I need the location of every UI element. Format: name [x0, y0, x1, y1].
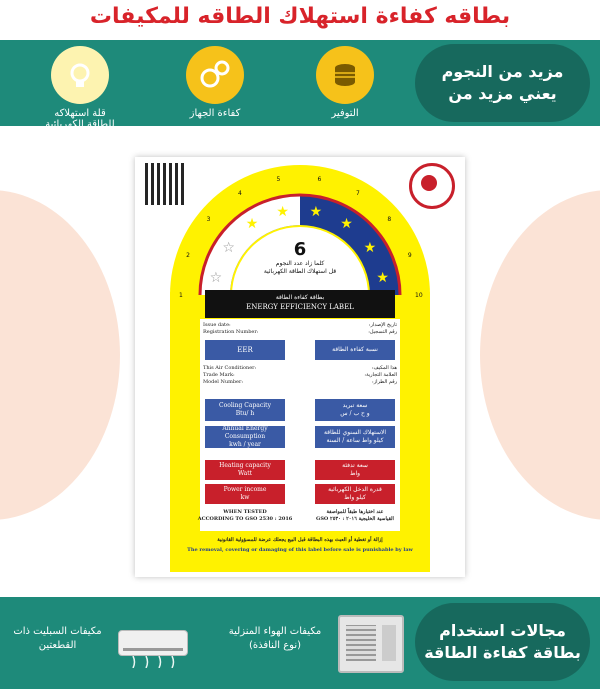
power-en-box	[205, 484, 285, 504]
cooling-ar-1: سعة تبريد	[342, 402, 368, 409]
left-decorative-arc	[0, 190, 120, 520]
split-ac-icon	[118, 630, 188, 656]
trademark-ar: العلامة التجارية:	[364, 372, 397, 378]
star-count-number: 6	[293, 239, 307, 260]
heating-ar-1: سعة تدفئة	[342, 462, 368, 469]
slogan-pill	[415, 44, 590, 122]
empty-star-icon: ☆	[222, 239, 235, 256]
feature-efficiency	[175, 46, 255, 119]
heating-ar-2: واط	[349, 470, 361, 477]
heating-en-2: Watt	[237, 470, 253, 477]
issue-date-en: Issue date:	[203, 322, 231, 328]
heating-ar-box	[315, 460, 395, 480]
annual-en-1: Annual Energy Consumption	[222, 425, 268, 440]
annual-ar-1: الاستهلاك السنوي للطاقة	[323, 429, 387, 436]
annual-en-2: kwh / year	[229, 441, 261, 448]
power-en-2: kw	[240, 494, 250, 501]
scale-number: 6	[317, 175, 322, 183]
filled-star-icon: ★	[309, 203, 323, 220]
annual-en-box	[205, 426, 285, 448]
feature-saving	[305, 46, 385, 119]
feature-low-consumption	[30, 46, 130, 130]
applications-title-line2: بطاقة كفاءة الطاقة	[424, 643, 581, 662]
cooling-ar-box	[315, 399, 395, 421]
filled-star-icon: ★	[363, 239, 377, 256]
label-header-ar: بطاقة كفاءة الطاقة	[275, 294, 325, 301]
feature-low-consumption-line2: للطاقة الكهربائية	[45, 119, 115, 130]
tested-ar-2: القياسية الخليجية ٢٠١٦ : ٢٥٣٠ GSO	[316, 516, 394, 522]
label-header-en: ENERGY EFFICIENCY LABEL	[246, 303, 354, 311]
eer-ar-box: نسبة كفاءة الطاقة	[315, 340, 395, 360]
model-ar: رقم الطراز:	[372, 379, 397, 385]
issue-date-ar: تاريخ الإصدار:	[368, 322, 397, 328]
applications-pill	[415, 603, 590, 681]
page-title: بطاقه كفاءة استهلاك الطاقه للمكيفات	[89, 4, 511, 29]
bulb-icon	[51, 46, 109, 104]
annual-ar-box	[315, 426, 395, 448]
scale-number: 7	[356, 189, 360, 197]
right-decorative-arc	[480, 190, 600, 520]
scale-number: 1	[179, 292, 183, 299]
cooling-en-box	[205, 399, 285, 421]
power-ar-box	[315, 484, 395, 504]
tested-ar-1: عند اختبارها طبقاً للمواصفة	[326, 509, 384, 515]
scale-number: 10	[415, 292, 423, 299]
heating-en-box	[205, 460, 285, 480]
scale-number: 9	[407, 251, 412, 259]
empty-star-icon: ☆	[209, 270, 223, 287]
star-subtitle-line2: قل استهلاك الطاقة الكهربائية	[263, 268, 337, 275]
applications-title-line1: مجالات استخدام	[439, 621, 566, 640]
scale-number: 3	[206, 216, 211, 224]
filled-star-icon: ★	[276, 203, 289, 220]
cooling-en-1: Cooling Capacity	[219, 402, 271, 409]
warning-en: The removal, covering or damaging of this label before sale is punishable by law	[187, 547, 413, 553]
cooling-ar-2: و ح ب / س	[340, 410, 370, 417]
registration-en: Registration Number:	[203, 329, 259, 335]
tested-en-2: ACCORDING TO GSO 2530 : 2016	[197, 516, 293, 522]
power-ar-1: قدرة الدخل الكهربائية	[328, 486, 382, 493]
label-header	[205, 290, 395, 318]
slogan-line2: يعني مزيد من	[448, 84, 557, 103]
airflow-icon	[128, 656, 178, 668]
feature-saving-label: التوفير	[331, 108, 359, 119]
window-ac-label	[220, 625, 330, 653]
heating-en-1: Heating capacity	[219, 462, 271, 469]
split-ac-label-line2: القطعتين	[38, 640, 77, 651]
registration-ar: رقم التسجيل:	[368, 329, 397, 335]
gears-icon	[186, 46, 244, 104]
model-en: Model Number:	[203, 379, 244, 385]
window-ac-label-line2: (نوع النافذة)	[248, 640, 302, 651]
split-ac-label-line1: مكيفات السبليت ذات	[13, 626, 102, 637]
split-ac-label	[5, 625, 110, 653]
scale-number: 8	[387, 216, 392, 224]
feature-efficiency-label: كفاءة الجهاز	[189, 108, 241, 119]
star-subtitle-line1: كلما زاد عدد النجوم	[275, 260, 325, 267]
scale-number: 5	[276, 175, 281, 183]
energy-label-card	[135, 157, 465, 577]
power-en-1: Power income	[223, 486, 267, 493]
eer-en-box: EER	[205, 340, 285, 360]
scale-number: 4	[238, 189, 242, 197]
filled-star-icon: ★	[376, 270, 389, 287]
filled-star-icon: ★	[340, 216, 353, 233]
scale-number: 2	[186, 251, 190, 259]
warning-ar: إزالة أو تغطية أو العبث بهذه البطاقة قبل البيع يجعلك عرضة للمسؤولية القانونية	[217, 537, 383, 543]
cooling-en-2: Btu/ h	[235, 410, 255, 417]
power-ar-2: كيلو واط	[344, 494, 366, 501]
trademark-en: Trade Mark:	[203, 372, 235, 378]
filled-star-icon: ★	[245, 216, 259, 233]
tested-en-1: WHEN TESTED	[223, 509, 267, 515]
ac-en: This Air Conditioner:	[203, 365, 257, 371]
window-ac-label-line1: مكيفات الهواء المنزلية	[228, 626, 322, 637]
ac-ar: هذا المكيف:	[371, 365, 397, 371]
annual-ar-2: كيلو واط ساعة / السنة	[326, 437, 384, 444]
coins-icon	[316, 46, 374, 104]
feature-low-consumption-line1: قلة استهلاكه	[54, 108, 106, 119]
window-ac-icon	[338, 615, 404, 673]
slogan-line1: مزيد من النجوم	[441, 62, 564, 81]
